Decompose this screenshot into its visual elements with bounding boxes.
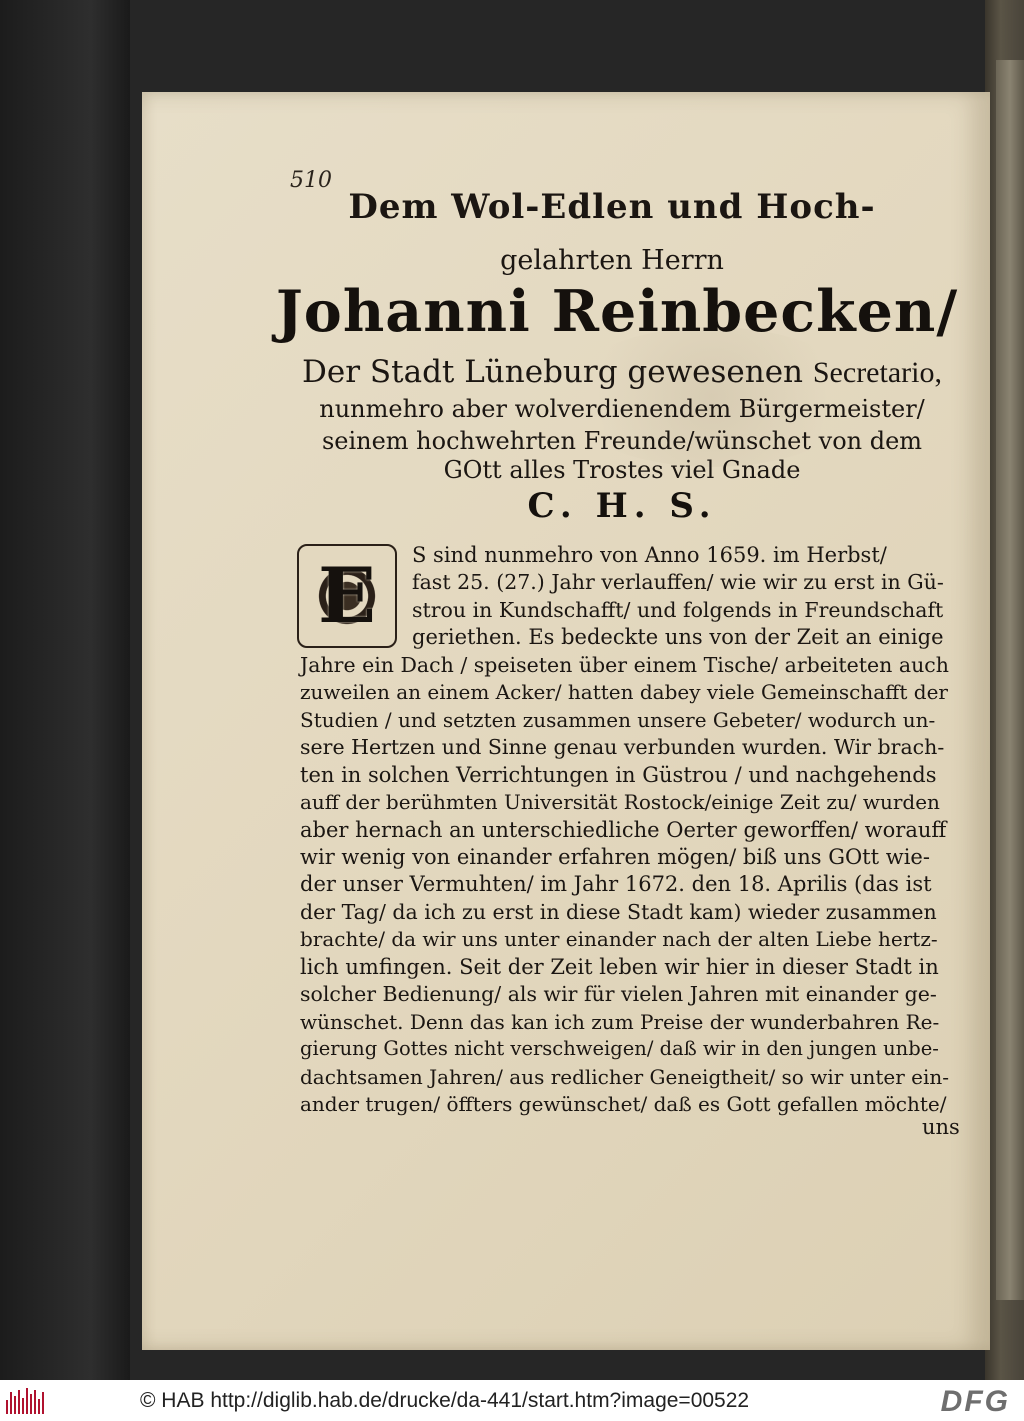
book-page [142, 92, 990, 1350]
body-line: wünschet. Denn das kan ich zum Preise der wunderbahren Re- [300, 1009, 940, 1034]
body-line: zuweilen an einem Acker/ hatten dabey viele Gemeinschafft der [300, 680, 948, 705]
catchword: uns [922, 1115, 960, 1139]
body-line: der Tag/ da ich zu erst in diese Stadt kam) wieder zusammen [300, 899, 937, 924]
body-line: strou in Kundschafft/ und folgends in Freundschaft [412, 597, 944, 622]
body-line: Studien / und setzten zusammen unsere Gebeter/ wodurch un- [300, 707, 936, 732]
body-line: gierung Gottes nicht verschweigen/ daß wir in den jungen unbe- [300, 1037, 939, 1061]
body-line: sere Hertzen und Sinne genau verbunden wurden. Wir brach- [300, 735, 945, 760]
body-line: brachte/ da wir uns unter einander nach der alten Liebe hertz- [300, 927, 938, 952]
body-line: lich umfingen. Seit der Zeit leben wir hier in dieser Stadt in [300, 954, 939, 979]
body-line: aber hernach an unterschiedliche Oerter geworffen/ worauff [300, 817, 947, 842]
drop-cap-letter: E [318, 551, 376, 640]
hab-logo-icon [6, 1388, 46, 1414]
body-line: S sind nunmehro von Anno 1659. im Herbst/ [412, 543, 887, 567]
dedicatee-name: Johanni Reinbecken/ [275, 278, 959, 345]
body-line: dachtsamen Jahren/ aus redlicher Geneigtheit/ so wir unter ein- [300, 1064, 950, 1089]
source-link[interactable]: © HAB http://diglib.hab.de/drucke/da-441/start.htm?image=00522 [140, 1389, 750, 1412]
body-line: auff der berühmten Universität Rostock/einige Zeit zu/ wurden [300, 790, 940, 815]
dfg-logo: DFG [940, 1385, 1010, 1418]
decorated-drop-cap [297, 544, 397, 648]
title-line-2: gelahrten Herrn [500, 245, 724, 276]
body-line: wir wenig von einander erfahren mögen/ biß uns GOtt wie- [300, 844, 930, 869]
title-line-1: Dem Wol-Edlen und Hoch- [348, 187, 876, 227]
heading-line-4-main: Der Stadt Lüneburg gewesenen [302, 354, 813, 390]
heading-line-6: seinem hochwehrten Freunde/wünschet von dem [321, 427, 923, 455]
body-line: ander trugen/ öffters gewünschet/ daß es Gott gefallen möchte/ [300, 1092, 947, 1116]
facing-page-strip [996, 60, 1024, 1300]
heading-line-7: GOtt alles Trostes viel Gnade [443, 456, 801, 484]
heading-line-4 [282, 354, 962, 390]
initials-c-h-s: C. H. S. [527, 486, 717, 526]
scan-background-left [0, 0, 130, 1380]
page-number: 510 [290, 168, 332, 193]
body-line: solcher Bedienung/ als wir für vielen Jahren mit einander ge- [300, 982, 937, 1007]
footer-bar [0, 1380, 1024, 1421]
body-line: fast 25. (27.) Jahr verlauffen/ wie wir zu erst in Gü- [412, 570, 944, 595]
body-line: ten in solchen Verrichtungen in Güstrou / und nachgehends [300, 762, 937, 787]
body-line: geriethen. Es bedeckte uns von der Zeit an einige [412, 625, 944, 650]
heading-line-4-roman: Secretario, [812, 356, 942, 389]
body-line: Jahre ein Dach / speiseten über einem Tische/ arbeiteten auch [300, 652, 949, 677]
body-line: der unser Vermuhten/ im Jahr 1672. den 18. Aprilis (das ist [300, 872, 932, 897]
heading-line-5: nunmehro aber wolverdienendem Bürgermeister/ [319, 395, 925, 423]
